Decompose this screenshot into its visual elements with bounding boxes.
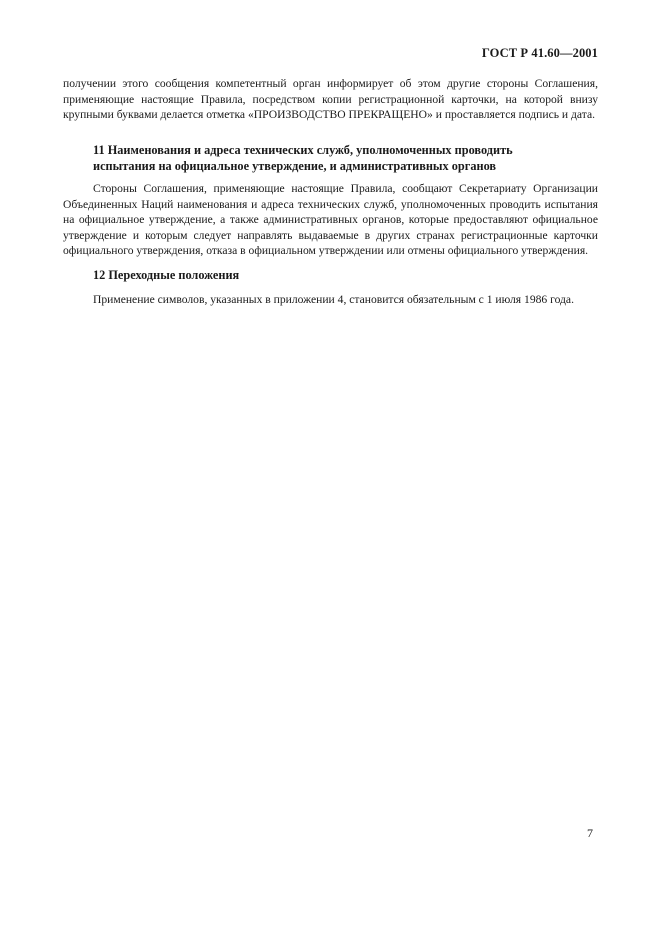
continuation-paragraph: получении этого сообщения компетентный орган информирует об этом другие стороны Соглашения, применяющие настоящие Правила, посредством копии регистрационной карточки, на которой внизу крупными буквами делается отметка «ПРОИЗВОДСТВО ПРЕКРАЩЕНО» и проставляется подпись и дата. (63, 77, 598, 121)
section-12-heading: 12 Переходные положения (93, 268, 240, 282)
section-12-paragraph: Применение символов, указанных в приложении 4, становится обязательным с 1 июля 1986 года. (93, 293, 574, 306)
section-11-title-line2: испытания на официальное утверждение, и административных органов (93, 158, 497, 173)
section-11-heading (63, 143, 598, 174)
section-11-paragraph: Стороны Соглашения, применяющие настоящие Правила, сообщают Секретариату Организации Объединенных Наций наименования и адреса технических служб, уполномоченных проводить испытания на официальное утверждение, а также административных органов, которые предоставляют официальное утверждение и которым следует направлять выдаваемые в других странах регистрационные карточки официального утверждения, отказа в официальном утверждении или отмены официального утверждения. (63, 182, 598, 257)
standard-code-header: ГОСТ Р 41.60—2001 (481, 46, 598, 60)
section-11-title-line1: 11 Наименования и адреса технических служб, уполномоченных проводить (93, 143, 513, 157)
page-number: 7 (587, 826, 593, 840)
